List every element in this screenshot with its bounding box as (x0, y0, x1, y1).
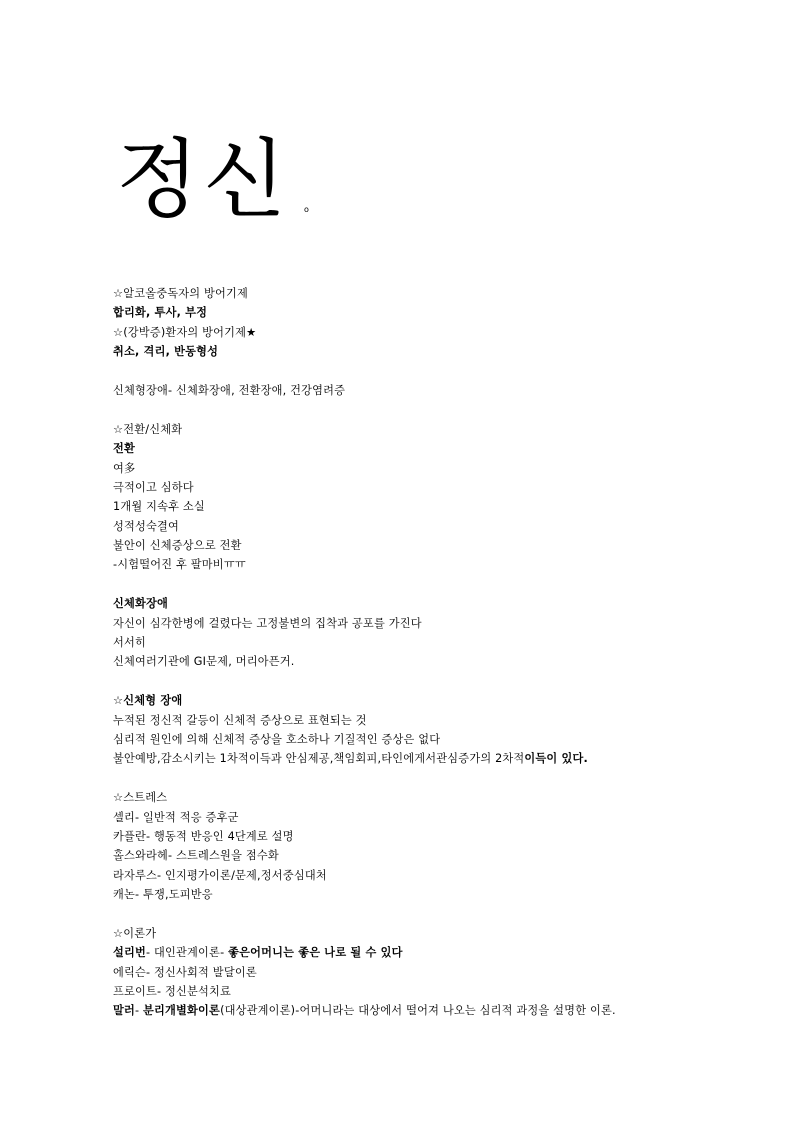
text-segment: 말러 (113, 1004, 136, 1018)
document-title (116, 120, 309, 240)
title-mark: o (304, 205, 309, 214)
text-segment: 불안이 신체증상으로 전환 (113, 539, 242, 553)
text-line (113, 439, 713, 458)
text-segment: 캐논- 투쟁,도피반응 (113, 888, 213, 902)
blank-line (113, 905, 713, 924)
text-segment: 신체여러기관에 GI문제, 머리아픈거. (113, 655, 295, 669)
text-segment: 취소, 격리, 반동형성 (113, 345, 219, 359)
text-line (113, 420, 713, 439)
text-segment: -시험떨어진 후 팔마비ㅠㅠ (113, 558, 246, 572)
text-segment: 불안예방,감소시키는 1차적이득과 안심제공,책임회피,타인에게서관심증가의 2차적 (113, 752, 525, 766)
text-line (113, 497, 713, 516)
text-line (113, 633, 713, 652)
text-segment: 여多 (113, 461, 136, 475)
text-line (113, 963, 713, 982)
text-line (113, 614, 713, 633)
text-segment: ☆알코올중독자의 방어기제 (113, 287, 249, 300)
text-line (113, 691, 713, 710)
text-segment: ☆(강박증)환자의 방어기제★ (113, 325, 257, 339)
text-line (113, 517, 713, 536)
text-line (113, 381, 713, 400)
text-segment: ☆스트레스 (113, 791, 168, 805)
text-segment: (대상관계이론)-어머니라는 대상에서 떨어져 나오는 심리적 과정을 설명한 이론. (220, 1004, 616, 1018)
text-line (113, 478, 713, 497)
text-segment: 1개월 지속후 소실 (113, 500, 205, 514)
text-segment: 에릭슨- 정신사회적 발달이론 (113, 965, 257, 979)
text-segment: 누적된 정신적 갈등이 신체적 증상으로 표현되는 것 (113, 713, 367, 727)
text-line (113, 303, 713, 322)
blank-line (113, 769, 713, 788)
text-line (113, 594, 713, 613)
title-text: 정신 (116, 130, 291, 230)
text-line (113, 808, 713, 827)
text-line (113, 284, 713, 303)
text-line (113, 323, 713, 342)
text-segment: - 대인관계이론- (146, 946, 229, 960)
text-line (113, 866, 713, 885)
text-line (113, 711, 713, 730)
text-segment: 분리개별화이론 (143, 1004, 221, 1018)
text-segment: 홀스와라헤- 스트레스원을 점수화 (113, 849, 279, 863)
text-segment: 신체형장애- 신체화장애, 전환장애, 건강염려증 (113, 383, 346, 397)
text-segment: 서서히 (113, 636, 147, 650)
text-line (113, 1001, 713, 1020)
text-line (113, 943, 713, 962)
text-line (113, 924, 713, 943)
text-line (113, 342, 713, 361)
text-line (113, 788, 713, 807)
text-segment: 성적성숙결여 (113, 519, 180, 533)
text-line (113, 827, 713, 846)
text-line (113, 555, 713, 574)
text-segment: - (135, 1004, 144, 1018)
text-line (113, 536, 713, 555)
text-segment: 이득이 있다. (524, 752, 589, 766)
text-segment: 설리번 (113, 946, 147, 960)
text-segment: 셀리- 일반적 적응 증후군 (113, 810, 239, 824)
text-segment: 자신이 심각한병에 걸렸다는 고정불변의 집착과 공포를 가진다 (113, 616, 422, 630)
text-segment: 심리적 원인에 의해 신체적 증상을 호소하나 기질적인 증상은 없다 (113, 732, 441, 746)
text-segment: 신체화장애 (113, 597, 169, 611)
text-segment: 라자루스- 인지평가이론/문제,정서중심대처 (113, 868, 327, 882)
text-segment: ☆이론가 (113, 926, 157, 940)
text-segment: 카플란- 행동적 반응인 4단계로 설명 (113, 829, 294, 843)
text-segment: 합리화, 투사, 부정 (113, 306, 208, 320)
blank-line (113, 400, 713, 419)
blank-line (113, 575, 713, 594)
text-segment: 프로이트- 정신분석치료 (113, 985, 232, 999)
document-body (113, 284, 713, 1021)
text-line (113, 459, 713, 478)
text-line (113, 846, 713, 865)
text-segment: 극적이고 심하다 (113, 480, 194, 494)
text-segment: 좋은어머니는 좋은 나로 될 수 있다 (228, 946, 403, 960)
text-segment: 전환 (113, 442, 136, 456)
text-segment: ☆전환/신체화 (113, 422, 183, 436)
text-line (113, 730, 713, 749)
text-line (113, 982, 713, 1001)
text-line (113, 749, 713, 768)
blank-line (113, 672, 713, 691)
text-segment: ☆신체형 장애 (113, 694, 183, 708)
blank-line (113, 362, 713, 381)
text-line (113, 885, 713, 904)
text-line (113, 652, 713, 671)
